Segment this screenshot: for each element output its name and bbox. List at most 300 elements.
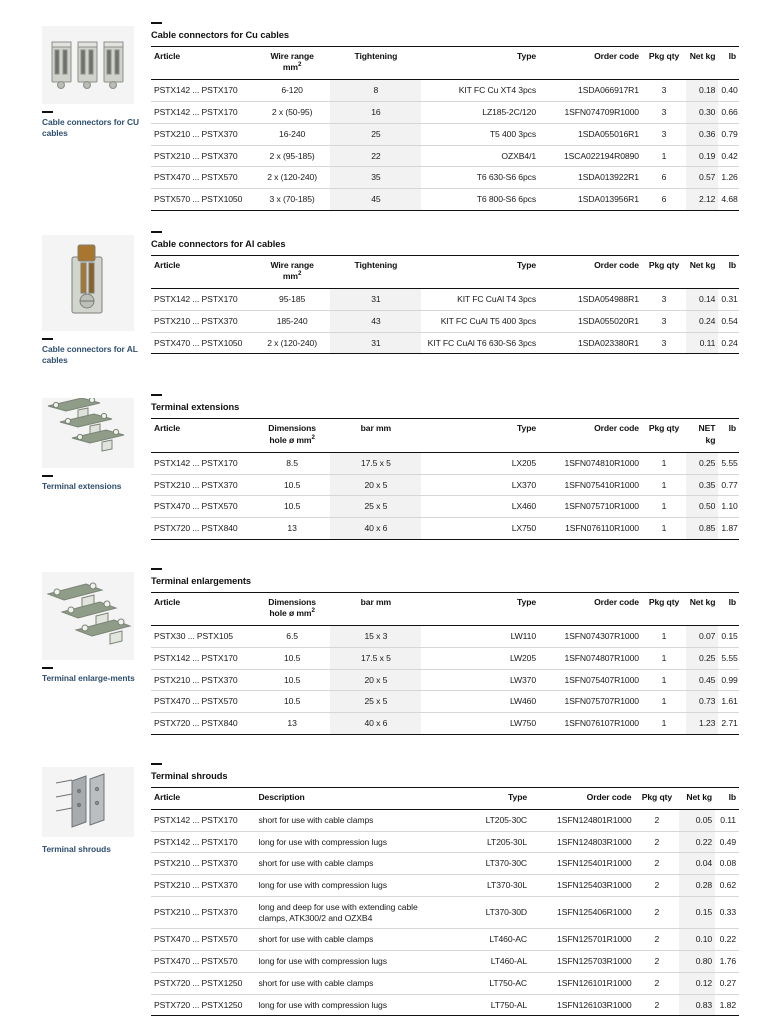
table-cell: 0.50 — [686, 496, 718, 518]
column-subheader: $mm^2$ — [282, 61, 302, 73]
table-cell: 31 — [330, 332, 421, 354]
table-cell: 0.08 — [715, 853, 739, 875]
table-cell: PSTX210 ... PSTX370 — [151, 853, 255, 875]
table-row — [151, 80, 739, 102]
table-body — [151, 626, 739, 735]
table-cell: long and deep for use with extending cable clamps, ATK300/2 and OZXB4 — [255, 896, 446, 928]
section-table-column — [151, 231, 739, 355]
table-cell: 0.62 — [715, 875, 739, 897]
table-cell: 1 — [642, 474, 686, 496]
table-row — [151, 929, 739, 951]
table-cell: PSTX210 ... PSTX370 — [151, 896, 255, 928]
table-cell: PSTX210 ... PSTX370 — [151, 474, 254, 496]
table-cell: LX205 — [421, 452, 539, 474]
caption-dash-icon — [42, 338, 53, 340]
table-cell: 0.22 — [679, 831, 715, 853]
column-header: Net kg — [679, 787, 715, 809]
table-cell: 0.31 — [718, 289, 739, 311]
table-cell: T6 800-S6 6pcs — [421, 189, 539, 211]
table-cell: 1SDA055016R1 — [539, 123, 642, 145]
product-section-shr — [42, 763, 739, 1016]
table-cell: PSTX142 ... PSTX170 — [151, 452, 254, 474]
table-cell: 1SFN074810R1000 — [539, 452, 642, 474]
section-dash-icon — [151, 763, 162, 765]
table-cell: 1SFN125401R1000 — [530, 853, 634, 875]
table-cell: 2 x (95-185) — [254, 145, 330, 167]
column-header: Description — [255, 787, 446, 809]
table-cell: PSTX720 ... PSTX1250 — [151, 994, 255, 1016]
table-cell: 0.27 — [715, 972, 739, 994]
table-row — [151, 853, 739, 875]
table-cell: 1 — [642, 517, 686, 539]
column-header: Type — [421, 47, 539, 80]
table-row — [151, 496, 739, 518]
table-cell: 1SFN076110R1000 — [539, 517, 642, 539]
table-cell: 2 — [635, 994, 680, 1016]
section-dash-icon — [151, 231, 162, 233]
column-subheader: hole ø $mm^2$ — [269, 607, 315, 618]
section-caption: Terminal shrouds — [42, 843, 111, 854]
column-header: Net kg — [686, 592, 718, 625]
section-table-column — [151, 568, 739, 735]
product-section-ext — [42, 394, 739, 539]
table-cell: 1SFN075710R1000 — [539, 496, 642, 518]
terminal-enlargements-image — [42, 572, 134, 660]
table-cell: 1 — [642, 626, 686, 648]
column-header: Type — [446, 787, 530, 809]
table-cell: 1 — [642, 145, 686, 167]
table-cell: 0.25 — [686, 452, 718, 474]
section-title: Terminal enlargements — [151, 575, 252, 586]
table-cell: 3 — [642, 102, 686, 124]
section-caption: Terminal extensions — [42, 481, 122, 492]
table-cell: long for use with compression lugs — [255, 831, 446, 853]
table-cell: 3 — [642, 332, 686, 354]
terminal-extensions-image — [42, 398, 134, 468]
table-cell: 15 x 3 — [330, 626, 421, 648]
table-row — [151, 994, 739, 1016]
table-cell: 5.55 — [718, 452, 739, 474]
table-cell: PSTX210 ... PSTX370 — [151, 123, 254, 145]
table-cell: 1 — [642, 647, 686, 669]
table-cell: LT460-AC — [446, 929, 530, 951]
table-cell: PSTX210 ... PSTX370 — [151, 310, 254, 332]
product-table-al — [151, 255, 739, 355]
table-cell: 6 — [642, 189, 686, 211]
table-header — [151, 47, 739, 80]
table-header — [151, 419, 739, 452]
table-cell: short for use with cable clamps — [255, 929, 446, 951]
section-media-column — [42, 568, 142, 684]
table-cell: 0.35 — [686, 474, 718, 496]
table-row — [151, 626, 739, 648]
table-cell: 2 — [635, 831, 680, 853]
table-cell: 0.24 — [686, 310, 718, 332]
table-cell: 1.76 — [715, 951, 739, 973]
table-cell: 25 x 5 — [330, 496, 421, 518]
table-cell: 10.5 — [254, 647, 330, 669]
table-cell: 2 x (50-95) — [254, 102, 330, 124]
terminal-shrouds-image — [42, 767, 134, 837]
column-header: Order code — [539, 255, 642, 288]
table-cell: 0.10 — [679, 929, 715, 951]
table-cell: long for use with compression lugs — [255, 951, 446, 973]
table-cell: 2 — [635, 875, 680, 897]
column-header: Wire range $mm^2$ — [254, 255, 330, 288]
table-cell: 2 — [635, 972, 680, 994]
table-cell: 16 — [330, 102, 421, 124]
table-cell: PSTX720 ... PSTX1250 — [151, 972, 255, 994]
table-cell: 1 — [642, 669, 686, 691]
table-cell: PSTX142 ... PSTX170 — [151, 80, 254, 102]
table-row — [151, 517, 739, 539]
table-cell: 1SFN075707R1000 — [539, 691, 642, 713]
column-header: Dimensions hole ø $mm^2$ — [254, 419, 330, 452]
table-cell: 1SFN126101R1000 — [530, 972, 634, 994]
table-cell: 8.5 — [254, 452, 330, 474]
table-cell: 17.5 x 5 — [330, 452, 421, 474]
column-header: Wire range $mm^2$ — [254, 47, 330, 80]
table-cell: LW750 — [421, 713, 539, 735]
table-cell: 2 x (120-240) — [254, 167, 330, 189]
table-cell: LX460 — [421, 496, 539, 518]
table-cell: 0.19 — [686, 145, 718, 167]
column-header: Net kg — [686, 255, 718, 288]
table-cell: LX370 — [421, 474, 539, 496]
table-cell: LT750-AC — [446, 972, 530, 994]
table-row — [151, 145, 739, 167]
table-cell: OZXB4/1 — [421, 145, 539, 167]
product-table-enl — [151, 592, 739, 735]
product-section-enl — [42, 568, 739, 735]
table-row — [151, 310, 739, 332]
table-cell: 0.79 — [718, 123, 739, 145]
table-header — [151, 787, 739, 809]
section-media-column — [42, 394, 142, 492]
table-cell: 1SFN076107R1000 — [539, 713, 642, 735]
table-cell: 20 x 5 — [330, 474, 421, 496]
section-caption: Cable connectors for AL cables — [42, 343, 138, 366]
table-cell: 0.49 — [715, 831, 739, 853]
table-cell: LT205-30L — [446, 831, 530, 853]
section-title: Terminal shrouds — [151, 770, 228, 781]
column-header: Pkg qty — [642, 592, 686, 625]
table-cell: 13 — [254, 517, 330, 539]
table-cell: 40 x 6 — [330, 713, 421, 735]
table-cell: 10.5 — [254, 474, 330, 496]
table-header — [151, 592, 739, 625]
table-row — [151, 972, 739, 994]
table-cell: KIT FC CuAl T5 400 3pcs — [421, 310, 539, 332]
table-cell: 4.68 — [718, 189, 739, 211]
table-cell: 0.30 — [686, 102, 718, 124]
table-cell: PSTX470 ... PSTX570 — [151, 691, 254, 713]
column-header: Type — [421, 419, 539, 452]
column-header: Pkg qty — [642, 255, 686, 288]
table-cell: 3 — [642, 310, 686, 332]
table-cell: 0.25 — [686, 647, 718, 669]
column-header: lb — [718, 255, 739, 288]
table-cell: PSTX30 ... PSTX105 — [151, 626, 254, 648]
table-cell: 1SFN125703R1000 — [530, 951, 634, 973]
table-row — [151, 332, 739, 354]
table-cell: 1SFN125701R1000 — [530, 929, 634, 951]
table-cell: 2 — [635, 951, 680, 973]
table-cell: 0.05 — [679, 809, 715, 831]
table-cell: 0.36 — [686, 123, 718, 145]
table-cell: 1.82 — [715, 994, 739, 1016]
table-row — [151, 896, 739, 928]
caption-dash-icon — [42, 111, 53, 113]
column-subheader: $mm^2$ — [282, 270, 302, 281]
table-cell: 1SDA013956R1 — [539, 189, 642, 211]
table-body — [151, 809, 739, 1015]
table-cell: PSTX142 ... PSTX170 — [151, 809, 255, 831]
table-cell: LT370-30L — [446, 875, 530, 897]
table-cell: 1SFN126103R1000 — [530, 994, 634, 1016]
table-cell: 0.24 — [718, 332, 739, 354]
table-row — [151, 951, 739, 973]
table-cell: 1SFN074709R1000 — [539, 102, 642, 124]
table-cell: LX750 — [421, 517, 539, 539]
table-cell: PSTX470 ... PSTX570 — [151, 951, 255, 973]
product-table-shr — [151, 787, 739, 1016]
table-cell: 1.87 — [718, 517, 739, 539]
section-media-column — [42, 22, 142, 140]
table-body — [151, 452, 739, 539]
table-cell: 0.15 — [679, 896, 715, 928]
table-row — [151, 452, 739, 474]
table-header — [151, 255, 739, 288]
table-row — [151, 647, 739, 669]
table-cell: PSTX210 ... PSTX370 — [151, 875, 255, 897]
table-cell: 6.5 — [254, 626, 330, 648]
table-cell: short for use with cable clamps — [255, 809, 446, 831]
section-title: Cable connectors for Cu cables — [151, 30, 289, 40]
table-cell: 6-120 — [254, 80, 330, 102]
table-cell: 10.5 — [254, 691, 330, 713]
table-cell: 40 x 6 — [330, 517, 421, 539]
section-table-column — [151, 22, 739, 211]
column-header: Tightening — [330, 47, 421, 80]
table-cell: short for use with cable clamps — [255, 853, 446, 875]
table-cell: 0.14 — [686, 289, 718, 311]
table-cell: 0.04 — [679, 853, 715, 875]
table-cell: PSTX142 ... PSTX170 — [151, 289, 254, 311]
table-cell: 10.5 — [254, 669, 330, 691]
table-cell: PSTX570 ... PSTX1050 — [151, 189, 254, 211]
column-header: Order code — [530, 787, 634, 809]
table-cell: 8 — [330, 80, 421, 102]
table-cell: 1SFN125406R1000 — [530, 896, 634, 928]
product-section-cu — [42, 22, 739, 211]
table-row — [151, 713, 739, 735]
section-media-column — [42, 231, 142, 367]
table-cell: 43 — [330, 310, 421, 332]
table-cell: 1SDA055020R1 — [539, 310, 642, 332]
table-cell: T5 400 3pcs — [421, 123, 539, 145]
table-cell: 0.22 — [715, 929, 739, 951]
section-dash-icon — [151, 568, 162, 570]
column-subheader: hole ø $mm^2$ — [269, 433, 315, 445]
table-cell: LT460-AL — [446, 951, 530, 973]
sections-container — [42, 22, 739, 1016]
column-header: Pkg qty — [642, 419, 686, 452]
column-header: Article — [151, 47, 254, 80]
table-cell: 3 x (70-185) — [254, 189, 330, 211]
table-cell: PSTX720 ... PSTX840 — [151, 517, 254, 539]
table-row — [151, 102, 739, 124]
table-cell: 0.77 — [718, 474, 739, 496]
table-cell: 1SFN075410R1000 — [539, 474, 642, 496]
table-cell: 1 — [642, 496, 686, 518]
table-cell: 0.42 — [718, 145, 739, 167]
column-header: NET kg — [686, 419, 718, 452]
section-title: Cable connectors for Al cables — [151, 238, 286, 249]
column-header: Order code — [539, 592, 642, 625]
table-cell: 1SCA022194R0890 — [539, 145, 642, 167]
table-cell: 0.12 — [679, 972, 715, 994]
table-cell: LW110 — [421, 626, 539, 648]
table-cell: 0.54 — [718, 310, 739, 332]
table-cell: PSTX142 ... PSTX170 — [151, 647, 254, 669]
column-header: Pkg qty — [635, 787, 680, 809]
table-cell: 16-240 — [254, 123, 330, 145]
table-cell: 6 — [642, 167, 686, 189]
column-header: lb — [715, 787, 739, 809]
table-cell: 0.18 — [686, 80, 718, 102]
table-cell: 0.45 — [686, 669, 718, 691]
table-cell: 1 — [642, 452, 686, 474]
table-cell: 1SFN124801R1000 — [530, 809, 634, 831]
table-cell: KIT FC CuAl T6 630-S6 3pcs — [421, 332, 539, 354]
table-cell: 0.85 — [686, 517, 718, 539]
table-cell: 2 — [635, 929, 680, 951]
product-section-al — [42, 231, 739, 367]
table-row — [151, 189, 739, 211]
table-cell: 1SFN075407R1000 — [539, 669, 642, 691]
table-cell: 17.5 x 5 — [330, 647, 421, 669]
table-cell: LT750-AL — [446, 994, 530, 1016]
table-row — [151, 167, 739, 189]
table-cell: 1SDA054988R1 — [539, 289, 642, 311]
table-cell: 20 x 5 — [330, 669, 421, 691]
table-cell: LZ185-2C/120 — [421, 102, 539, 124]
column-header: bar mm — [330, 592, 421, 625]
table-cell: long for use with compression lugs — [255, 994, 446, 1016]
section-table-column — [151, 763, 739, 1016]
table-cell: 0.99 — [718, 669, 739, 691]
column-header: Article — [151, 419, 254, 452]
table-row — [151, 691, 739, 713]
column-header: lb — [718, 419, 739, 452]
table-cell: 0.40 — [718, 80, 739, 102]
cable-connector-al-image — [42, 235, 134, 331]
caption-dash-icon — [42, 475, 53, 477]
table-cell: 5.55 — [718, 647, 739, 669]
table-cell: 22 — [330, 145, 421, 167]
table-cell: 0.11 — [715, 809, 739, 831]
table-cell: 2 — [635, 896, 680, 928]
column-header: Article — [151, 255, 254, 288]
table-cell: 3 — [642, 80, 686, 102]
table-cell: 0.73 — [686, 691, 718, 713]
table-body — [151, 289, 739, 354]
column-header: Article — [151, 592, 254, 625]
table-cell: 1SFN125403R1000 — [530, 875, 634, 897]
table-cell: 95-185 — [254, 289, 330, 311]
table-cell: PSTX142 ... PSTX170 — [151, 831, 255, 853]
section-caption: Terminal enlarge-ments — [42, 672, 135, 683]
caption-dash-icon — [42, 667, 53, 669]
table-cell: 1SDA023380R1 — [539, 332, 642, 354]
table-cell: long for use with compression lugs — [255, 875, 446, 897]
table-cell: 1.23 — [686, 713, 718, 735]
table-cell: 1SFN124803R1000 — [530, 831, 634, 853]
table-cell: 35 — [330, 167, 421, 189]
table-cell: LT370-30D — [446, 896, 530, 928]
table-cell: PSTX142 ... PSTX170 — [151, 102, 254, 124]
table-cell: PSTX470 ... PSTX1050 — [151, 332, 254, 354]
column-header: Article — [151, 787, 255, 809]
table-cell: 185-240 — [254, 310, 330, 332]
table-row — [151, 875, 739, 897]
table-row — [151, 669, 739, 691]
table-row — [151, 831, 739, 853]
table-cell: 25 x 5 — [330, 691, 421, 713]
table-cell: 1 — [642, 691, 686, 713]
table-cell: 45 — [330, 189, 421, 211]
table-cell: 2 — [635, 853, 680, 875]
table-cell: 25 — [330, 123, 421, 145]
table-row — [151, 474, 739, 496]
column-header: lb — [718, 592, 739, 625]
table-cell: 0.07 — [686, 626, 718, 648]
table-cell: 10.5 — [254, 496, 330, 518]
table-cell: 13 — [254, 713, 330, 735]
table-cell: PSTX720 ... PSTX840 — [151, 713, 254, 735]
table-cell: LW205 — [421, 647, 539, 669]
table-cell: short for use with cable clamps — [255, 972, 446, 994]
table-cell: 0.33 — [715, 896, 739, 928]
section-caption: Cable connectors for CU cables — [42, 117, 140, 139]
table-cell: LW370 — [421, 669, 539, 691]
column-header: Type — [421, 592, 539, 625]
table-cell: KIT FC Cu XT4 3pcs — [421, 80, 539, 102]
table-cell: 0.80 — [679, 951, 715, 973]
column-header: lb — [718, 47, 739, 80]
cable-connector-cu-image — [42, 26, 134, 104]
table-cell: 2 x (120-240) — [254, 332, 330, 354]
table-cell: KIT FC CuAl T4 3pcs — [421, 289, 539, 311]
table-cell: 1 — [642, 713, 686, 735]
product-table-ext — [151, 418, 739, 539]
table-cell: LT205-30C — [446, 809, 530, 831]
column-header: Pkg qty — [642, 47, 686, 80]
table-cell: LT370-30C — [446, 853, 530, 875]
table-cell: 3 — [642, 123, 686, 145]
section-media-column — [42, 763, 142, 855]
column-header: Tightening — [330, 255, 421, 288]
table-cell: 31 — [330, 289, 421, 311]
table-cell: 1SDA013922R1 — [539, 167, 642, 189]
section-dash-icon — [151, 22, 162, 24]
table-cell: 0.28 — [679, 875, 715, 897]
column-header: Net kg — [686, 47, 718, 80]
table-row — [151, 289, 739, 311]
table-cell: 0.11 — [686, 332, 718, 354]
table-cell: PSTX470 ... PSTX570 — [151, 929, 255, 951]
